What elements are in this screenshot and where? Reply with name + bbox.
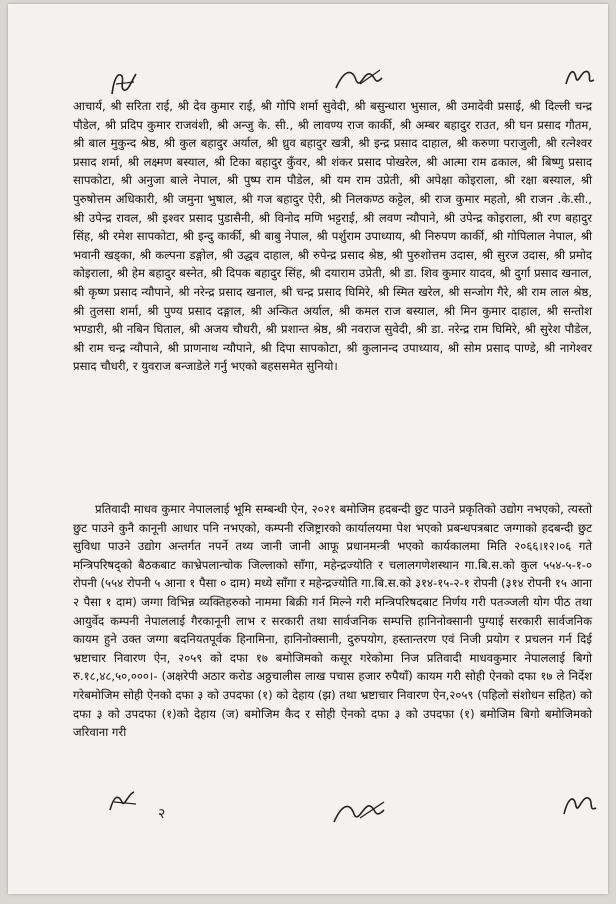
signature-top bbox=[330, 62, 390, 96]
initials-bottom-right bbox=[558, 788, 602, 822]
paragraph-hearing-list: आचार्य, श्री सरिता राई, श्री देव कुमार राई, श्री गोपि शर्मा सुवेदी, श्री बसुन्धारा भुसाल, श्री उमादेवी प्रसाई, श्री दिल्ली चन्द्र पौडेल, श्री प्रदिप कुमार राजवंशी, श्री अन्जु के. सी., श्री लावण्य राज कार्की, श्री अम्बर बहादुर राउत, श्री घन प्रसाद गौतम, श्री बाल मुकुन्द श्रेष्ठ, श्री कुल बहादुर अर्याल, श्री ध्रुव बहादुर खत्री, श्री इन्द्र प्रसाद दाहाल, श्री करुणा पराजुली, श्री रत्नेश्वर प्रसाद शर्मा, श्री लक्ष्मण बस्याल, श्री टिका बहादुर कुँवर, श्री शंकर प्रसाद पोखरेल, श्री आत्मा राम ढकाल, श्री बिष्णु प्रसाद सापकोटा, श्री अनुजा बाले नेपाल, श्री पुष्प राम पौडेल, श्री यम राम उप्रेती, श्री अपेक्षा कोइराला, श्री रक्षा बस्याल, श्री पुरुषोत्तम अधिकारी, श्री जमुना भुषाल, श्री गज बहादुर ऐरी, श्री निलकण्ठ कट्टेल, श्री राज कुमार महतो, श्री राजन .के.सी., श्री उपेन्द्र रावल, श्री इश्वर प्रसाद पुडासैनी, श्री विनोद मणि भट्टराई, श्री लवण न्यौपाने, श्री उपेन्द्र कोइराला, श्री रण बहादुर सिंह, श्री रमेश सापकोटा, श्री इन्दु कार्की, श्री बाबु नेपाल, श्री पर्शुराम उपाध्याय, श्री निरुपण कार्की, श्री गोपिलाल नेपाल, श्री भवानी खड्का, श्री कल्पना डङ्गोल, श्री उद्धव दाहाल, श्री रुपेन्द्र प्रसाद श्रेष्ठ, श्री पुरुशोत्तम उदास, श्री सुरज उदास, श्री प्रमोद कोइराला, श्री हेम बहादुर बस्नेत, श्री दिपक बहादुर सिंह, श्री दयाराम उप्रेती, श्री डा. शिव कुमार यादव, श्री दुर्गा प्रसाद खनाल, श्री कृष्ण प्रसाद न्यौपाने, श्री नरेन्द्र प्रसाद खनाल, श्री चन्द्र प्रसाद घिमिरे, श्री स्मित खरेल, श्री सन्जोग गैरे, श्री राम लाल श्रेष्ठ, श्री तुलसा शर्मा, श्री पुण्य प्रसाद दङ्गाल, श्री अन्कित अर्याल, श्री कमल राज बस्याल, श्री मिन कुमार दाहाल, श्री सन्तोश भण्डारी, श्री नबिन घिताल, श्री अजय चौधरी, श्री प्रशान्त श्रेष्ठ, श्री नवराज सुवेदी, श्री डा. नरेन्द्र राम घिमिरे, श्री सुरेश पौडेल, श्री राम चन्द्र न्यौपाने, श्री प्राणनाथ न्यौपाने, श्री दिपा सापकोटा, श्री कुलानन्द उपाध्याय, श्री सोम प्रसाद पाण्डे, श्री नागेश्वर प्रसाद चौधरी, र युवराज बन्जाडेले गर्नु भएको बहससमेत सुनियो। bbox=[73, 99, 592, 374]
initials-bottom-left bbox=[104, 786, 144, 818]
page-number: २ bbox=[158, 806, 166, 822]
paragraph-charge-summary: प्रतिवादी माधव कुमार नेपाललाई भूमि सम्बन्धी ऐन, २०२१ बमोजिम हदबन्दी छुट पाउने प्रकृतिको उद्योग नभएको, त्यस्तो छुट पाउने कुनै कानूनी आधार पनि नभएको, कम्पनी रजिष्ट्रारको कार्यालयमा पेश भएको प्रबन्धपत्रबाट जग्गाको हदबन्दी छुट सुविधा पाउने उद्योग अन्तर्गत नपर्ने तथ्य जानी जानी आफू प्रधानमन्त्री भएको कार्यकालमा मिति २०६६।१२।०६ गते मन्त्रिपरिषद्को बैठकबाट काभ्रेपलान्चोक जिल्लाको साँगा, महेन्द्रज्योति र चलालगणेशस्थान गा.बि.स.को कुल ५५४-५-१-० रोपनी (५५४ रोपनी ५ आना १ पैसा ० दाम) मध्ये साँगा र महेन्द्रज्योति गा.बि.स.को ३१४-१५-२-१ रोपनी (३१४ रोपनी १५ आना २ पैसा १ दाम) जग्गा विभिन्न व्यक्तिहरुको नाममा बिक्री गर्न मिल्ने गरी मन्त्रिपरिषदबाट निर्णय गरी पतञ्जली योग पीठ तथा आयुर्वेद कम्पनी नेपाललाई गैरकानूनी लाभ र सरकारी तथा सार्वजनिक सम्पत्ति हानिनोक्सानी पुग्याई सरकारी सार्वजनिक कायम हुने उक्त जग्गा बदनियतपूर्वक हिनामिना, हानिनोक्सानी, दुरुपयोग, हस्तान्तरण एवं निजी प्रयोग र प्रचलन गर्न दिई भ्रष्टाचार निवारण ऐन, २०५९ को दफा १७ बमोजिमको कसूर गरेकोमा निज प्रतिवादी माधवकुमार नेपाललाई बिगो रु.१८,४८,५०,०००।- (अक्षरेपी अठार करोड अठ्ठचालीस लाख पचास हजार रुपैयाँ) कायम गरी सोही ऐनको दफा १७ ले निर्देश गरेबमोजिम सोही ऐनको दफा ३ को उपदफा (१) को देहाय (झ) तथा भ्रष्टाचार निवारण ऐन,२०५९ (पहिलो संशोधन सहित) को दफा ३ को उपदफा (१)को देहाय (ज) बमोजिम कैद र सोही ऐनको दफा ३ को उपदफा (१) बमोजिम बिगो बमोजिमको जरिवाना गरी bbox=[73, 502, 593, 740]
signature-bottom bbox=[328, 794, 394, 830]
initials-top-left bbox=[106, 66, 142, 100]
document-page bbox=[8, 4, 608, 894]
initials-top-right bbox=[560, 62, 600, 92]
